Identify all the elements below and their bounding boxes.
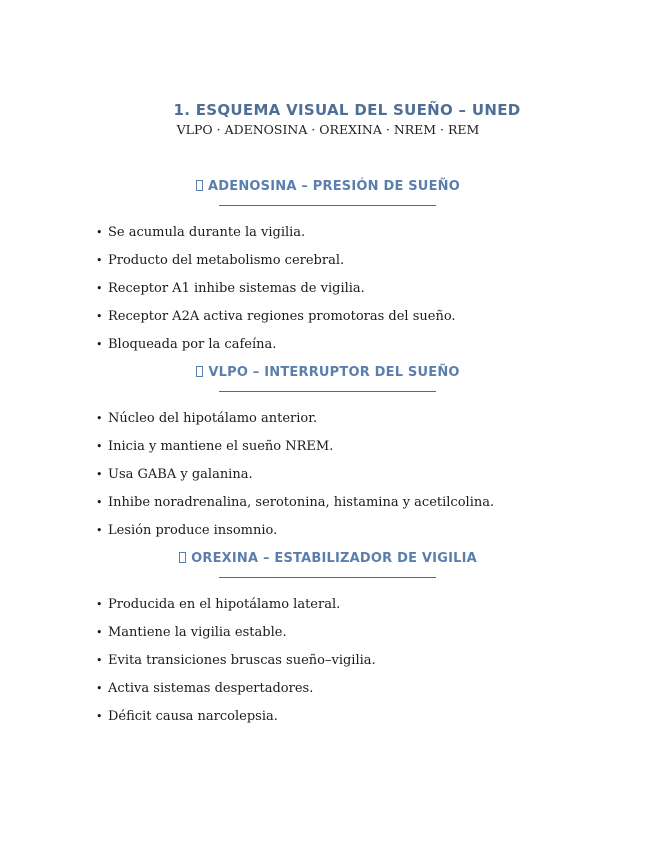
list-item-text: Inhibe noradrenalina, serotonina, histamina y acetilcolina. <box>108 495 495 510</box>
bullet: • <box>96 310 103 323</box>
section-divider <box>219 205 436 206</box>
list-item-text: Receptor A2A activa regiones promotoras del sueño. <box>108 309 456 324</box>
list-item-text: Bloqueada por la cafeína. <box>108 337 277 352</box>
section-divider <box>219 391 436 392</box>
list-item-text: Mantiene la vigilia estable. <box>108 625 287 640</box>
section-divider <box>219 577 436 578</box>
bullet: • <box>96 496 103 509</box>
list-item <box>96 653 376 681</box>
section-heading-vlpo <box>0 365 655 380</box>
bullet: • <box>96 626 103 639</box>
list-item <box>96 495 494 523</box>
list-item-text: Se acumula durante la vigilia. <box>108 225 306 240</box>
list-item <box>96 253 456 281</box>
bullet: • <box>96 468 103 481</box>
list-item-text: Receptor A1 inhibe sistemas de vigilia. <box>108 281 365 296</box>
section-heading-label: VLPO – INTERRUPTOR DEL SUEÑO <box>208 365 460 380</box>
list-item-text: Activa sistemas despertadores. <box>108 681 314 696</box>
section-heading-label: OREXINA – ESTABILIZADOR DE VIGILIA <box>191 551 477 566</box>
bullet: • <box>96 412 103 425</box>
list-item <box>96 281 456 309</box>
box-icon <box>179 552 186 563</box>
bullet: • <box>96 598 103 611</box>
list-item <box>96 681 376 709</box>
list-item <box>96 337 456 365</box>
list-item-text: Inicia y mantiene el sueño NREM. <box>108 439 334 454</box>
bullet: • <box>96 440 103 453</box>
list-item <box>96 467 494 495</box>
box-icon <box>196 366 203 377</box>
list-item <box>96 597 376 625</box>
list-item <box>96 625 376 653</box>
bullet: • <box>96 254 103 267</box>
box-icon <box>196 180 203 191</box>
list-item <box>96 523 494 551</box>
list-item-text: Núcleo del hipotálamo anterior. <box>108 411 318 426</box>
section-list-adenosina <box>96 225 456 365</box>
bullet: • <box>96 654 103 667</box>
list-item-text: Déficit causa narcolepsia. <box>108 709 278 724</box>
list-item <box>96 709 376 737</box>
bullet: • <box>96 710 103 723</box>
list-item <box>96 411 494 439</box>
bullet: • <box>96 282 103 295</box>
section-heading-adenosina <box>0 179 655 194</box>
section-list-orexina <box>96 597 376 737</box>
list-item <box>96 309 456 337</box>
section-heading-orexina <box>0 551 655 566</box>
bullet: • <box>96 524 103 537</box>
bullet: • <box>96 226 103 239</box>
page-subtitle: VLPO · ADENOSINA · OREXINA · NREM · REM <box>176 122 480 137</box>
list-item-text: Usa GABA y galanina. <box>108 467 253 482</box>
bullet: • <box>96 338 103 351</box>
section-list-vlpo <box>96 411 494 551</box>
section-heading-label: ADENOSINA – PRESIÓN DE SUEÑO <box>208 179 460 194</box>
page-title: 1. ESQUEMA VISUAL DEL SUEÑO – UNED <box>173 101 521 119</box>
list-item-text: Producida en el hipotálamo lateral. <box>108 597 341 612</box>
bullet: • <box>96 682 103 695</box>
list-item <box>96 225 456 253</box>
list-item-text: Evita transiciones bruscas sueño–vigilia. <box>108 653 376 668</box>
list-item <box>96 439 494 467</box>
list-item-text: Producto del metabolismo cerebral. <box>108 253 345 268</box>
list-item-text: Lesión produce insomnio. <box>108 523 278 538</box>
